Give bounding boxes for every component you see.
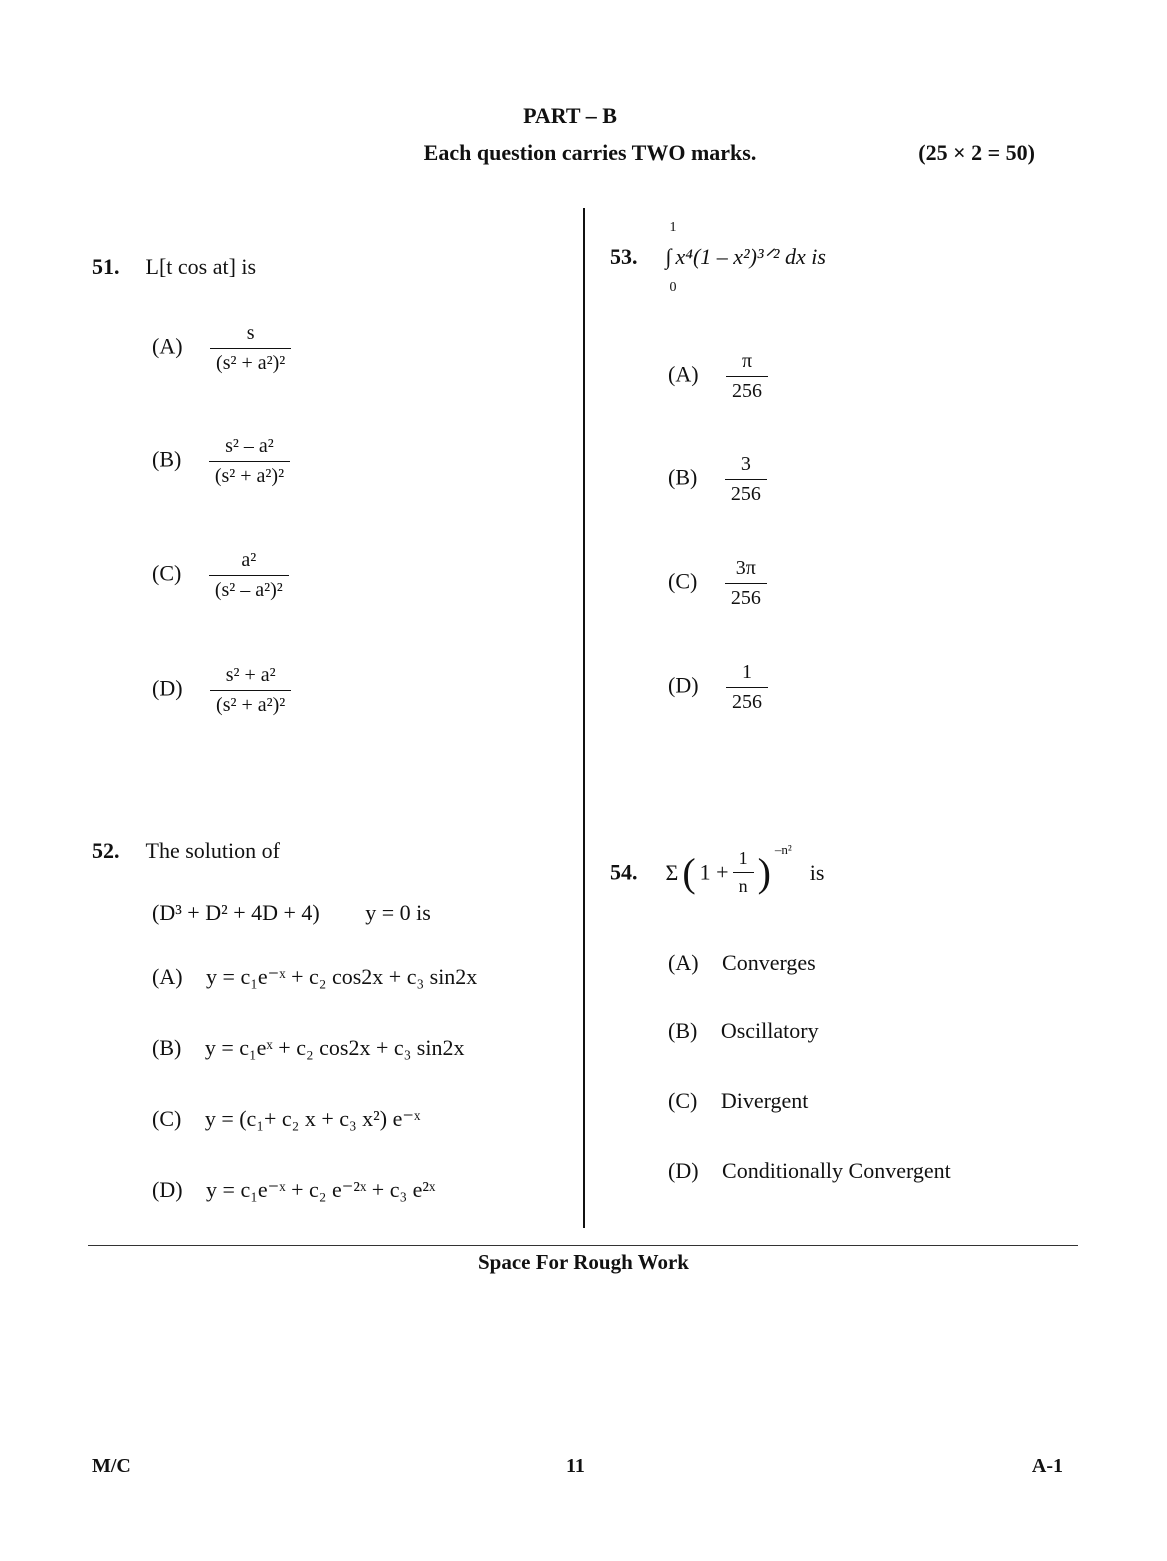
rough-work-divider <box>88 1245 1078 1246</box>
numerator: π <box>741 350 753 372</box>
series-exponent: –n² <box>774 842 792 857</box>
right-paren: ) <box>757 850 771 895</box>
integral-sign: ∫ <box>665 244 672 269</box>
option-fraction <box>726 350 768 403</box>
instruction-text: Each question carries TWO marks. <box>423 140 757 165</box>
option-label: (D) <box>668 1158 699 1183</box>
option-fraction <box>725 557 767 610</box>
option-fraction <box>210 322 291 375</box>
option-label: (A) <box>668 361 699 387</box>
question-number: 52. <box>92 838 120 863</box>
option-53-d <box>668 661 768 714</box>
denominator: 256 <box>725 583 767 610</box>
option-52-d <box>152 1177 435 1203</box>
numerator: 3 <box>740 453 751 475</box>
option-fraction <box>209 435 290 488</box>
option-label: (C) <box>152 560 182 586</box>
footer-code: M/C <box>92 1455 131 1477</box>
option-fraction <box>725 453 767 506</box>
option-52-c <box>152 1106 420 1132</box>
question-53 <box>610 220 826 295</box>
left-paren: ( <box>682 850 696 895</box>
part-title: PART – B <box>523 103 617 128</box>
marks-total: (25 × 2 = 50) <box>918 140 1035 165</box>
series-base: 1 + <box>699 859 729 885</box>
option-label: (C) <box>668 1088 698 1113</box>
option-fraction <box>726 661 768 714</box>
definite-integral <box>665 220 677 295</box>
option-label: (A) <box>152 964 183 989</box>
denominator: (s² + a²)² <box>210 690 291 717</box>
question-54 <box>610 842 825 897</box>
numerator: s² – a² <box>225 435 274 457</box>
option-54-d <box>668 1158 951 1184</box>
option-label: (D) <box>152 675 183 701</box>
numerator: 1 <box>742 661 753 683</box>
lower-limit: 0 <box>669 280 677 295</box>
upper-limit: 1 <box>669 220 677 235</box>
option-51-c <box>152 549 289 602</box>
question-51 <box>92 254 256 280</box>
question-number: 51. <box>92 254 120 279</box>
option-52-b <box>152 1035 464 1061</box>
question-text: L[t cos at] is <box>145 254 257 279</box>
denominator: (s² – a²)² <box>209 575 289 602</box>
question-52-equation <box>152 900 431 926</box>
column-divider <box>583 208 585 1228</box>
option-text: Conditionally Convergent <box>722 1158 951 1183</box>
question-number: 53. <box>610 244 638 269</box>
option-label: (C) <box>668 568 698 594</box>
question-number: 54. <box>610 859 638 885</box>
page-number: 11 <box>566 1455 585 1477</box>
option-54-c <box>668 1088 808 1114</box>
numerator: 1 <box>738 848 748 868</box>
option-text: y = c₁e⁻ˣ + c₂ e⁻²ˣ + c₃ e²ˣ <box>206 1177 436 1202</box>
option-51-a <box>152 322 291 375</box>
sigma-sign: Σ <box>665 859 679 885</box>
series-fraction <box>733 848 754 897</box>
equation-rhs: y = 0 is <box>365 900 431 925</box>
option-label: (D) <box>152 1177 183 1202</box>
option-51-b <box>152 435 290 488</box>
denominator: 256 <box>725 479 767 506</box>
question-text: The solution of <box>145 838 280 863</box>
option-text: Converges <box>722 950 816 975</box>
numerator: 3π <box>735 557 756 579</box>
option-text: Oscillatory <box>720 1018 819 1043</box>
numerator: s <box>246 322 255 344</box>
denominator: n <box>733 872 754 897</box>
denominator: (s² + a²)² <box>209 461 290 488</box>
numerator: a² <box>241 549 257 571</box>
denominator: 256 <box>726 376 768 403</box>
option-53-c <box>668 557 767 610</box>
option-54-a <box>668 950 816 976</box>
option-53-b <box>668 453 767 506</box>
option-label: (C) <box>152 1106 182 1131</box>
option-text: y = c₁eˣ + c₂ cos2x + c₃ sin2x <box>204 1035 465 1060</box>
option-text: y = c₁e⁻ˣ + c₂ cos2x + c₃ sin2x <box>206 964 478 989</box>
option-52-a <box>152 964 477 990</box>
option-label: (A) <box>152 333 183 359</box>
option-text: y = (c₁+ c₂ x + c₃ x²) e⁻ˣ <box>204 1106 421 1131</box>
paper-version: A-1 <box>1031 1455 1063 1477</box>
denominator: 256 <box>726 687 768 714</box>
equation-lhs: (D³ + D² + 4D + 4) <box>152 900 320 925</box>
option-label: (B) <box>152 1035 182 1060</box>
question-tail: is <box>809 859 825 885</box>
option-53-a <box>668 350 768 403</box>
option-54-b <box>668 1018 819 1044</box>
option-label: (D) <box>668 672 699 698</box>
question-52 <box>92 838 280 864</box>
option-fraction <box>209 549 289 602</box>
option-51-d <box>152 664 291 717</box>
numerator: s² + a² <box>225 664 276 686</box>
option-label: (B) <box>668 464 698 490</box>
option-fraction <box>210 664 291 717</box>
option-label: (B) <box>668 1018 698 1043</box>
denominator: (s² + a²)² <box>210 348 291 375</box>
integrand: x⁴(1 – x²)³ᐟ² dx is <box>675 244 826 269</box>
rough-work-label: Space For Rough Work <box>477 1250 689 1274</box>
option-text: Divergent <box>720 1088 809 1113</box>
option-label: (A) <box>668 950 699 975</box>
option-label: (B) <box>152 446 182 472</box>
